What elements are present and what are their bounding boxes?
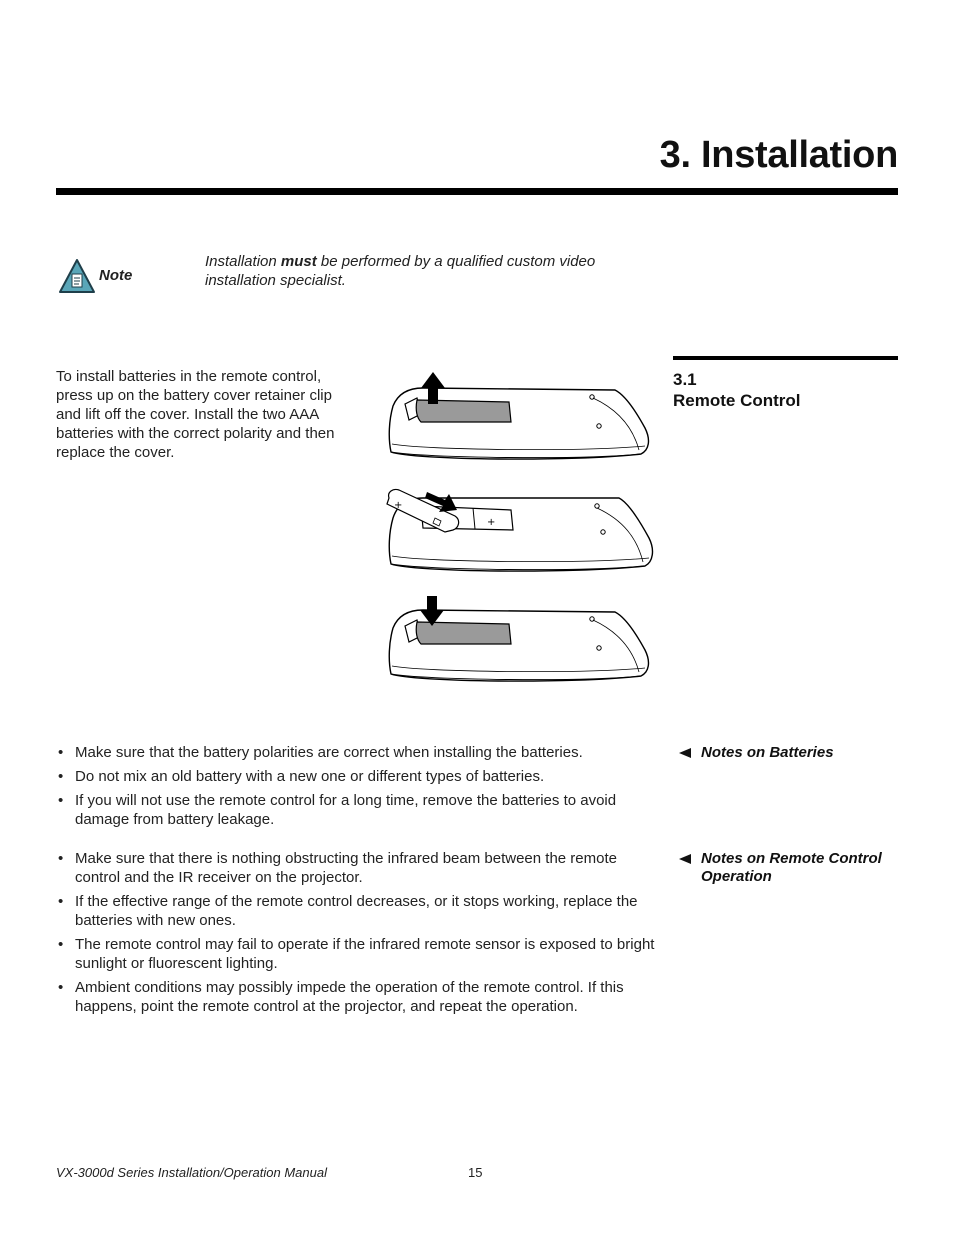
list-item: • If you will not use the remote control for a long time, remove the batteries to avoid damage from battery leakage. — [56, 791, 661, 829]
arrow-left-icon — [679, 854, 691, 864]
svg-text:+: + — [394, 500, 403, 511]
list-item: • Do not mix an old battery with a new one or different types of batteries. — [56, 767, 661, 786]
notes-on-remote-operation-heading — [679, 850, 909, 886]
operation-notes-list — [56, 849, 661, 1021]
battery-notes-list — [56, 743, 661, 834]
list-item: • If the effective range of the remote control decreases, or it stops working, replace the batteries with new ones. — [56, 892, 661, 930]
remote-remove-cover-illustration — [383, 370, 655, 466]
notes-on-remote-operation-label: Notes on Remote Control Operation — [701, 850, 882, 885]
arrow-left-icon — [679, 748, 691, 758]
section-title: Remote Control — [673, 391, 801, 410]
footer-page-number: 15 — [468, 1165, 483, 1180]
note-text-after: be performed by a qualified custom video installation specialist. — [205, 253, 596, 289]
list-item: • Make sure that there is nothing obstructing the infrared beam between the remote control and the IR receiver on the projector. — [56, 849, 661, 887]
remote-replace-cover-illustration — [383, 592, 655, 688]
remote-insert-batteries-illustration — [383, 484, 659, 576]
chapter-title: 3. Installation — [659, 134, 898, 176]
section-heading — [673, 369, 801, 411]
notes-on-batteries-label: Notes on Batteries — [701, 744, 834, 761]
notes-on-batteries-heading — [679, 744, 909, 762]
note-text — [205, 252, 625, 290]
list-item: • The remote control may fail to operate if the infrared remote sensor is exposed to bright sunlight or fluorescent lighting. — [56, 935, 661, 973]
footer-manual-title: VX-3000d Series Installation/Operation Manual — [56, 1165, 327, 1180]
intro-paragraph: To install batteries in the remote control, press up on the battery cover retainer clip and lift off the cover. Install the two AAA batteries with the correct polarity and then replace the cover. — [56, 368, 335, 461]
section-rule — [673, 356, 898, 360]
section-number: 3.1 — [673, 370, 697, 389]
note-triangle-icon — [58, 258, 96, 294]
list-item: • Ambient conditions may possibly impede the operation of the remote control. If this happens, point the remote control at the projector, and repeat the operation. — [56, 978, 661, 1016]
title-rule — [56, 188, 898, 195]
note-text-before: Installation — [205, 253, 281, 270]
list-item: • Make sure that the battery polarities are correct when installing the batteries. — [56, 743, 661, 762]
svg-text:+: + — [487, 517, 496, 528]
note-label: Note — [99, 267, 133, 284]
note-text-emphasis: must — [280, 253, 317, 270]
